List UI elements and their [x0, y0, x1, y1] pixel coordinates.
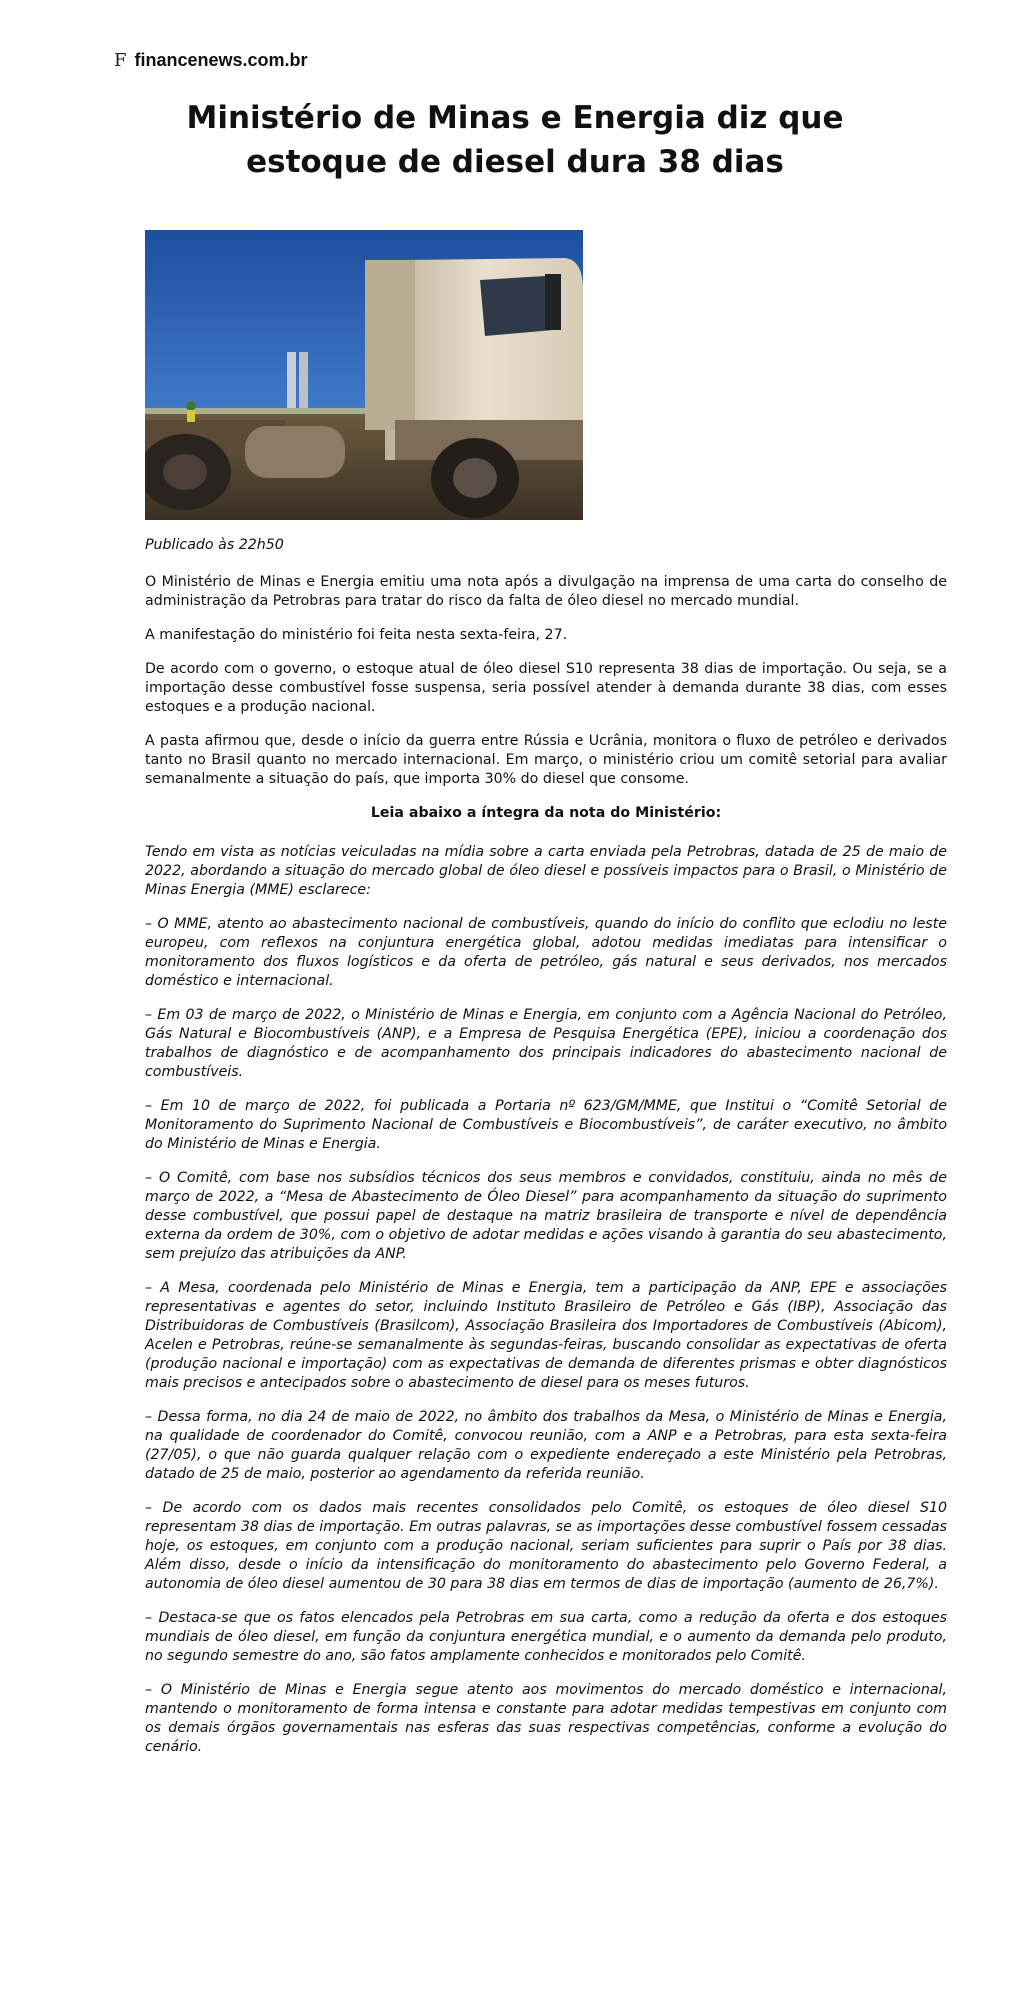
publish-time: Publicado às 22h50	[145, 537, 284, 553]
article-title: Ministério de Minas e Energia diz que estoque de diesel dura 38 dias	[186, 100, 844, 180]
hero-image	[145, 230, 583, 520]
site-header	[114, 50, 308, 71]
note-heading: Leia abaixo a íntegra da nota do Ministério:	[370, 805, 722, 821]
note-paragraph: Tendo em vista as notícias veiculadas na mídia sobre a carta enviada pela Petrobras, datada de 25 de maio de 2022, abordando a situação do mercado global de óleo diesel e possíveis impactos para o Brasil, o Ministério de Minas Energia (MME) esclarece:	[145, 844, 947, 898]
note-paragraph: – Em 10 de março de 2022, foi publicada a Portaria nº 623/GM/MME, que Institui o “Comitê Setorial de Monitoramento do Suprimento Nacional de Combustíveis e Biocombustíveis”, de caráter executivo, no âmbito do Ministério de Minas e Energia.	[145, 1098, 947, 1152]
article-paragraph: O Ministério de Minas e Energia emitiu uma nota após a divulgação na imprensa de uma carta do conselho de administração da Petrobras para tratar do risco da falta de óleo diesel no mercado mundial.	[145, 574, 947, 609]
note-paragraph: – Dessa forma, no dia 24 de maio de 2022, no âmbito dos trabalhos da Mesa, o Ministério de Minas e Energia, na qualidade de coordenador do Comitê, convocou reunião, com a ANP e a Petrobras, para esta sexta-feira (27/05), o que não guarda qualquer relação com o expediente endereçado a este Ministério pela Petrobras, datado de 25 de maio, posterior ao agendamento da referida reunião.	[145, 1409, 947, 1482]
article-body	[145, 536, 947, 1772]
site-name[interactable]: financenews.com.br	[134, 50, 308, 70]
article-paragraph: A manifestação do ministério foi feita nesta sexta-feira, 27.	[145, 627, 568, 643]
note-paragraph: – O Comitê, com base nos subsídios técnicos dos seus membros e convidados, constituiu, ainda no mês de março de 2022, a “Mesa de Abastecimento de Óleo Diesel” para acompanhamento da situação do suprimento desse combustível, que possui papel de destaque na matriz brasileira de transporte e nível de dependência externa da ordem de 30%, com o objetivo de adotar medidas e ações visando à garantia do seu abastecimento, sem prejuízo das atribuições da ANP.	[145, 1170, 947, 1262]
truck-photo	[145, 230, 583, 520]
article-paragraph: A pasta afirmou que, desde o início da guerra entre Rússia e Ucrânia, monitora o fluxo de petróleo e derivados tanto no Brasil quanto no mercado internacional. Em março, o ministério criou um comitê setorial para avaliar semanalmente a situação do país, que importa 30% do diesel que consome.	[145, 733, 947, 787]
note-paragraph: – De acordo com os dados mais recentes consolidados pelo Comitê, os estoques de óleo diesel S10 representam 38 dias de importação. Em outras palavras, se as importações desse combustível fossem cessadas hoje, os estoques, em conjunto com a produção nacional, seriam suficientes para suprir o País por 38 dias. Além disso, desde o início da intensificação do monitoramento do abastecimento pelo Governo Federal, a autonomia de óleo diesel aumentou de 30 para 38 dias em termos de dias de importação (aumento de 26,7%).	[145, 1500, 947, 1592]
note-paragraph: – Em 03 de março de 2022, o Ministério de Minas e Energia, em conjunto com a Agência Nacional do Petróleo, Gás Natural e Biocombustíveis (ANP), e a Empresa de Pesquisa Energética (EPE), iniciou a coordenação dos trabalhos de diagnóstico e de acompanhamento dos principais indicadores do abastecimento nacional de combustíveis.	[145, 1007, 947, 1080]
site-logo[interactable]: F	[114, 50, 127, 71]
article-paragraph: De acordo com o governo, o estoque atual de óleo diesel S10 representa 38 dias de importação. Ou seja, se a importação desse combustível fosse suspensa, seria possível atender à demanda durante 38 dias, com esses estoques e a produção nacional.	[145, 661, 947, 715]
note-paragraph: – O MME, atento ao abastecimento nacional de combustíveis, quando do início do conflito que eclodiu no leste europeu, com reflexos na conjuntura energética global, adotou medidas imediatas para intensificar o monitoramento dos fluxos logísticos e da oferta de petróleo, gás natural e seus derivados, nos mercados doméstico e internacional.	[145, 916, 947, 989]
note-paragraph: – A Mesa, coordenada pelo Ministério de Minas e Energia, tem a participação da ANP, EPE e associações representativas e agentes do setor, incluindo Instituto Brasileiro de Petróleo e Gás (IBP), Associação das Distribuidoras de Combustíveis (Brasilcom), Associação Brasileira dos Importadores de Combustíveis (Abicom), Acelen e Petrobras, reúne-se semanalmente às segundas-feiras, buscando consolidar as expectativas de oferta (produção nacional e importação) com as expectativas de demanda de diferentes prismas e obter diagnósticos mais precisos e antecipados sobre o abastecimento de diesel para os meses futuros.	[145, 1280, 947, 1391]
note-paragraph: – O Ministério de Minas e Energia segue atento aos movimentos do mercado doméstico e internacional, mantendo o monitoramento de forma intensa e constante para adotar medidas tempestivas em conjunto com os demais órgãos governamentais nas esferas das suas respectivas competências, conforme a evolução do cenário.	[145, 1682, 947, 1755]
note-paragraph: – Destaca-se que os fatos elencados pela Petrobras em sua carta, como a redução da oferta e dos estoques mundiais de óleo diesel, em função da conjuntura energética mundial, e o aumento da demanda pelo produto, no segundo semestre do ano, são fatos amplamente conhecidos e monitorados pelo Comitê.	[145, 1610, 947, 1664]
